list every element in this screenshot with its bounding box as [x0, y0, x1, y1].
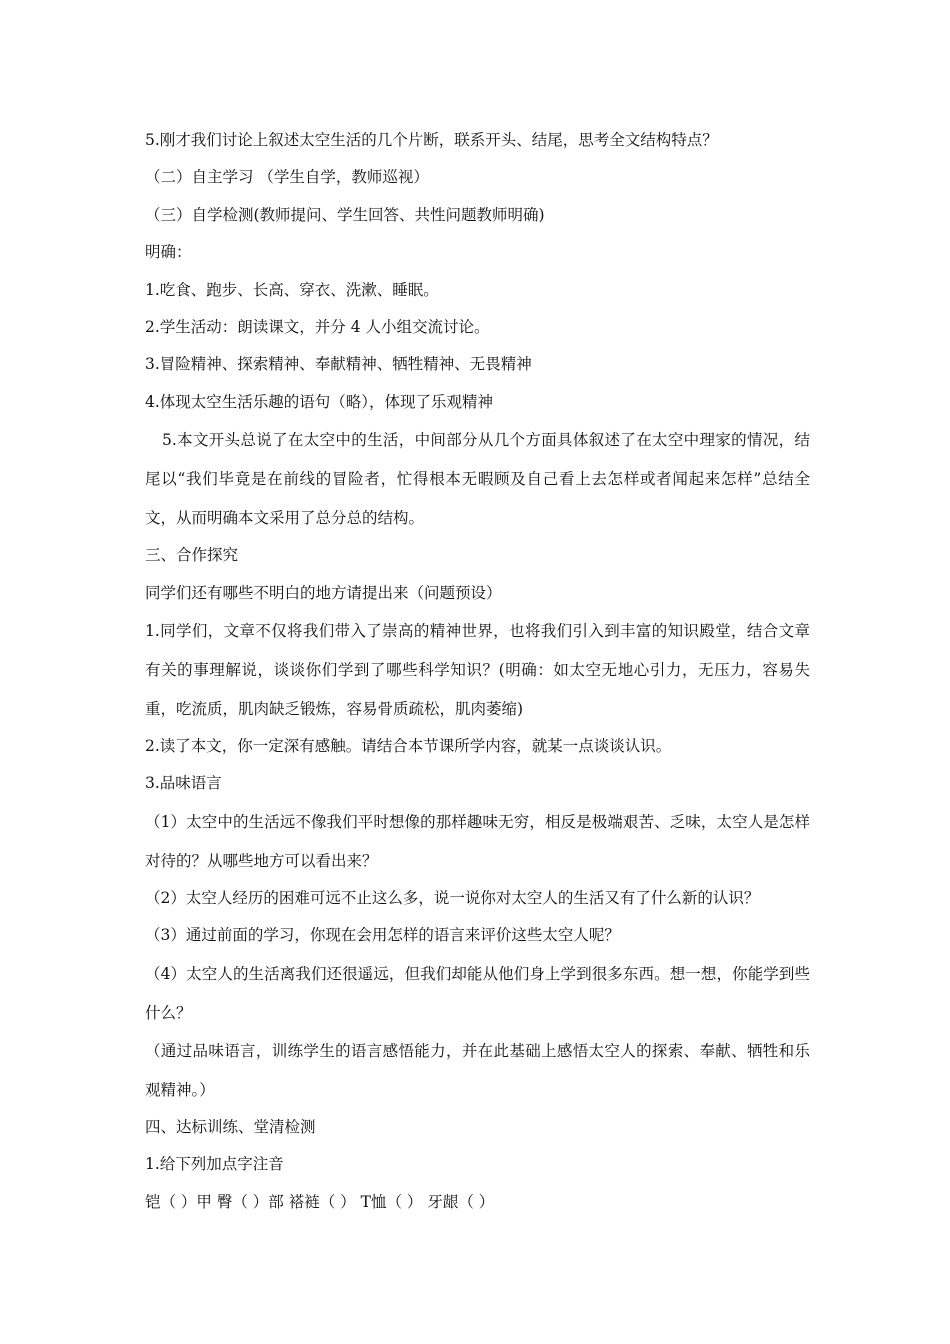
- line-clarify: 明确：: [145, 243, 192, 262]
- section-3-intro: 同学们还有哪些不明白的地方请提出来（问题预设）: [145, 583, 502, 602]
- section-4-heading: 四、达标训练、堂清检测: [145, 1117, 316, 1136]
- question-3-2: （2）太空人经历的困难可远不止这么多，说一说你对太空人的生活又有了什么新的认识？: [145, 888, 760, 907]
- question-2: 2.读了本文，你一定深有感触。请结合本节课所学内容，就某一点谈谈认识。: [145, 737, 672, 756]
- pinyin-item: 臀（ ）部: [216, 1192, 284, 1211]
- question-3-heading: 3.品味语言: [145, 774, 222, 793]
- question-3-4-paragraph: （4）太空人的生活离我们还很遥远，但我们却能从他们身上学到很多东西。想一想，你能学到些什么？: [145, 964, 810, 1022]
- question-3-note-paragraph: （通过品味语言，训练学生的语言感悟能力，并在此基础上感悟太空人的探索、奉献、牺牲和乐观精神。）: [145, 1041, 810, 1099]
- answer-1: 1.吃食、跑步、长高、穿衣、洗漱、睡眠。: [145, 280, 439, 299]
- pinyin-item: 铠（ ）甲: [145, 1192, 212, 1211]
- document-body: [145, 122, 810, 1221]
- section-3-heading: 三、合作探究: [145, 546, 239, 565]
- question-3-1-paragraph: （1）太空中的生活远不像我们平时想像的那样趣味无穷，相反是极端艰苦、乏味，太空人是怎样对待的？从哪些地方可以看出来？: [145, 812, 810, 870]
- answer-2: 2.学生活动：朗读课文，并分 4 人小组交流讨论。: [145, 318, 490, 337]
- exercise-1: 1.给下列加点字注音: [145, 1155, 284, 1174]
- pinyin-item: T恤（ ）: [360, 1192, 423, 1211]
- answer-3: 3.冒险精神、探索精神、奉献精神、牺牲精神、无畏精神: [145, 355, 532, 374]
- question-3-3: （3）通过前面的学习，你现在会用怎样的语言来评价这些太空人呢？: [145, 926, 620, 945]
- pinyin-item: 牙龈（ ）: [427, 1192, 495, 1211]
- line-self-check: （三）自学检测(教师提问、学生回答、共性问题教师明确): [145, 205, 545, 224]
- pinyin-exercise-row: [145, 1184, 810, 1221]
- pinyin-item: 褡裢（ ）: [288, 1192, 356, 1211]
- answer-4: 4.体现太空生活乐趣的语句（略），体现了乐观精神: [145, 392, 494, 411]
- line-structure-question: 5.刚才我们讨论上叙述太空生活的几个片断，联系开头、结尾，思考全文结构特点？: [145, 131, 718, 149]
- question-1-paragraph: 1.同学们，文章不仅将我们带入了崇高的精神世界，也将我们引入到丰富的知识殿堂，结合文章有关的事理解说，谈谈你们学到了哪些科学知识？(明确：如太空无地心引力，无压力，容易失重，吃流质，肌肉缺乏锻炼，容易骨质疏松，肌肉萎缩): [145, 622, 810, 719]
- answer-5-paragraph: 5.本文开头总说了在太空中的生活，中间部分从几个方面具体叙述了在太空中理家的情况，结尾以“我们毕竟是在前线的冒险者，忙得根本无暇顾及自己看上去怎样或者闻起来怎样”总结全文，从而明确本文采用了总分总的结构。: [145, 431, 810, 528]
- line-self-study: （二）自主学习 （学生自学，教师巡视）: [145, 168, 429, 187]
